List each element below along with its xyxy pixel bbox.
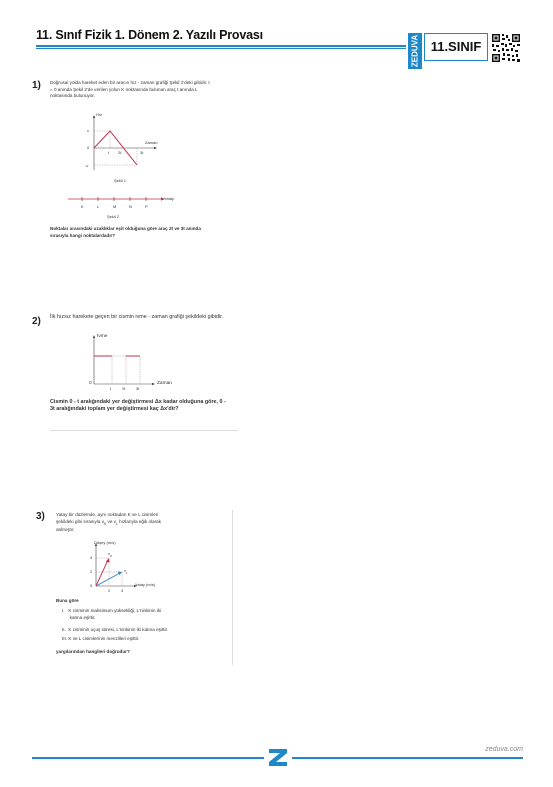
fig-q2-x-label: Zaman bbox=[157, 381, 172, 386]
statement-2: II. K cisminin uçuş süresi, L'ninkinin iki katına eşittir. bbox=[62, 627, 169, 632]
fig1-tick-3t: 3t bbox=[140, 150, 144, 155]
fig-q2-origin: 0 bbox=[89, 381, 92, 386]
vector-k bbox=[96, 560, 108, 586]
question-3-prompt: yargılarından hangileri doğrudur? bbox=[56, 649, 130, 654]
question-1-number: 1) bbox=[32, 80, 41, 91]
statement-1-cont: katına eşittir. bbox=[62, 615, 96, 620]
vector-k-label: $v_K$ bbox=[108, 551, 113, 558]
fig2-axis-label: Yatay bbox=[164, 196, 174, 201]
divider bbox=[50, 430, 238, 431]
vector-l bbox=[96, 573, 120, 586]
vector-l-label: $v_L$ bbox=[124, 568, 128, 575]
footer-url: zeduva.com bbox=[485, 746, 523, 753]
fig-q2-tick-3t: 3t bbox=[136, 386, 140, 391]
question-1-text: Doğrusal yolda hareket eden bir aracın hız - zaman grafiği Şekil 1'deki gibidir. t = 0 anında Şekil 2'de verilen yolun K noktasında bulunan araç t anında L noktasında bulunuyor. bbox=[50, 80, 210, 99]
fig2-point-l: L bbox=[97, 204, 100, 209]
fig1-tick-t: t bbox=[108, 150, 110, 155]
fig1-tick-2t: 2t bbox=[118, 150, 122, 155]
question-2-text: İlk hızsız harekete geçen bir cismin ivme - zaman grafiği şekildeki gibidir. bbox=[50, 314, 224, 320]
fig1-v-label: v bbox=[87, 128, 89, 133]
qr-code-icon bbox=[491, 33, 521, 63]
grade-badge: 11.SINIF bbox=[424, 33, 488, 61]
fig1-x-label: Zaman bbox=[145, 140, 158, 145]
fig-q2-y-label: İvme bbox=[97, 334, 108, 339]
fig1-y-label: Hız bbox=[96, 112, 102, 117]
buna-gore-label: Buna göre bbox=[56, 598, 79, 603]
fig-q3-y-tick-0: 0 bbox=[90, 583, 93, 588]
column-divider bbox=[232, 510, 233, 665]
fig-q3-y-label: Düşey (m/s) bbox=[94, 540, 116, 545]
zeduva-logo-icon bbox=[266, 745, 290, 769]
fig1-caption: Şekil 1 bbox=[114, 178, 127, 183]
footer-line-left bbox=[32, 757, 264, 759]
fig2-point-m: M bbox=[113, 204, 117, 209]
fig-q3-y-tick-2: 2 bbox=[90, 569, 93, 574]
statement-1: I. K cisminin maksimum yüksekliği, L'ninkinin iki bbox=[62, 608, 162, 613]
fig-q2-tick-2t: 2t bbox=[122, 386, 126, 391]
fig-q2-tick-t: t bbox=[110, 386, 112, 391]
fig-q3-x-tick-2: 2 bbox=[108, 588, 111, 593]
fig-q3-x-label: Yatay (m/s) bbox=[135, 582, 156, 587]
brand-logo: ZEDUVA bbox=[408, 33, 422, 69]
fig2-caption: Şekil 2 bbox=[107, 214, 120, 219]
velocity-time-graph bbox=[82, 112, 172, 190]
velocity-vectors-graph bbox=[88, 540, 168, 596]
statement-3: III. K ve L cisimlerinin menzilleri eşittir. bbox=[62, 636, 140, 641]
question-2-number: 2) bbox=[32, 316, 41, 327]
fig2-point-p: P bbox=[145, 204, 148, 209]
fig1-negv-label: -v bbox=[85, 163, 89, 168]
question-2-prompt: Cismin 0 - t aralığındaki yer değiştirmesi Δx kadar olduğuna göre, 0 - 3t aralığındaki toplam yer değiştirmesi kaç Δx'dir? bbox=[50, 399, 226, 413]
question-3-text: Yatay bir düzlemde, aynı noktadan K ve L cisimleri şekildeki gibi sırasıyla $v_K$ ve $v_L$ hızlarıyla eğik olarak atılmıştır. bbox=[56, 512, 162, 533]
fig2-point-n: N bbox=[129, 204, 132, 209]
fig1-zero-label: 0 bbox=[87, 145, 90, 150]
footer-line-right bbox=[292, 757, 523, 759]
question-1-prompt: Noktalar arasındaki uzaklıklar eşit olduğuna göre araç 2t ve 3t anında sırasıyla hangi noktalardadır? bbox=[50, 226, 201, 238]
fig-q3-x-tick-4: 4 bbox=[121, 588, 124, 593]
page-title: 11. Sınıf Fizik 1. Dönem 2. Yazılı Provası bbox=[36, 28, 263, 42]
fig2-point-k: K bbox=[81, 204, 84, 209]
fig-q3-y-tick-4: 4 bbox=[90, 555, 93, 560]
title-underline-thin bbox=[36, 48, 406, 49]
question-3-number: 3) bbox=[36, 511, 45, 522]
title-underline bbox=[36, 45, 406, 47]
